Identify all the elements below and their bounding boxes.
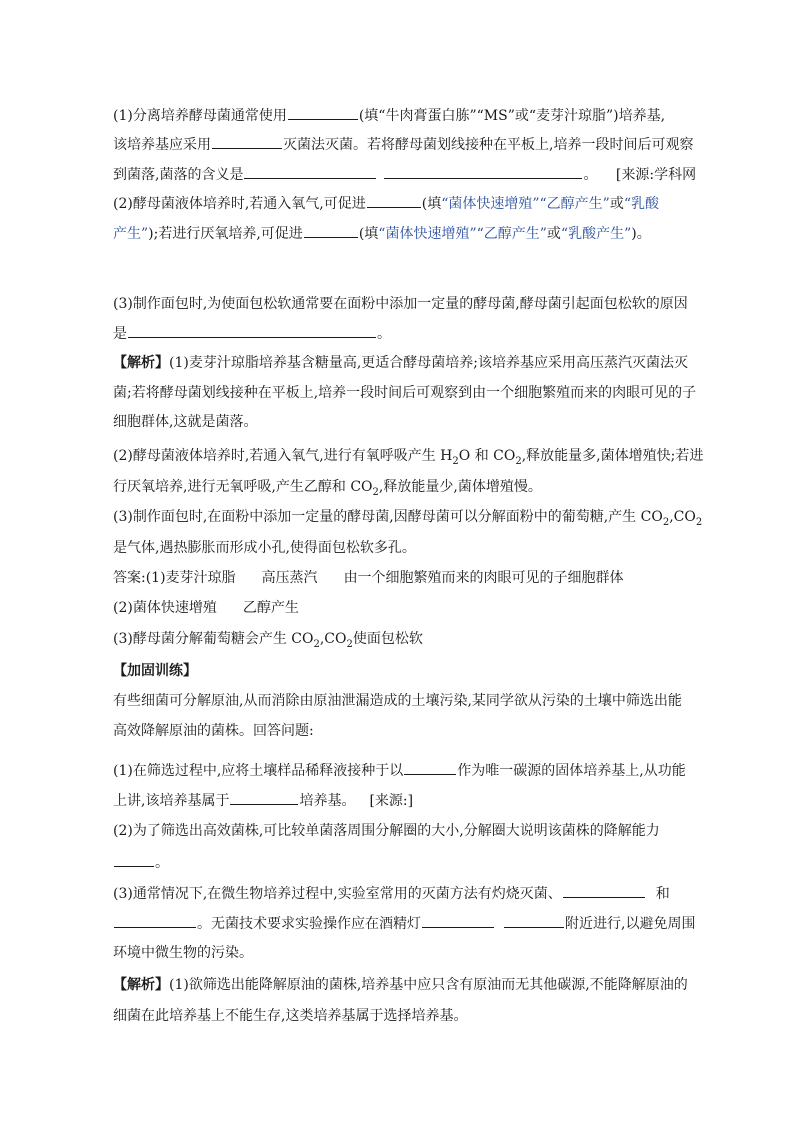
question-line: 高效降解原油的菌株。回答问题: — [113, 723, 314, 739]
section-header — [113, 660, 706, 682]
answer-blank — [504, 912, 564, 928]
question-line: 是 。 — [113, 322, 706, 345]
answer-blank — [304, 222, 358, 238]
question-line: (2)为了筛选出高效菌株,可比较单菌落周围分解圈的大小,分解圈大说明该菌株的降解能力 — [113, 823, 660, 839]
answer-blank — [244, 163, 376, 179]
question-line: 上讲,该培养基属于 培养基。 [来源:] — [113, 789, 706, 812]
answer-key-line: 答案:(1)麦芽汁琼脂 高压蒸汽 由一个细胞繁殖而来的肉眼可见的子细胞群体 — [113, 570, 624, 586]
question-line: (1)分离培养酵母菌通常使用 (填“牛肉膏蛋白胨”“MS”或“麦芽汁琼脂”)培养基, — [113, 104, 706, 127]
training-tag: 【加固训练】 — [113, 663, 197, 679]
analysis-tag: 【解析】 — [113, 355, 169, 371]
analysis-line: 菌;若将酵母菌划线接种在平板上,培养一段时间后可观察到由一个细胞繁殖而来的肉眼可见的子 — [113, 385, 697, 401]
question-line: 有些细菌可分解原油,从而消除由原油泄漏造成的土壤污染,某同学欲从污染的土壤中筛选出能 — [113, 693, 682, 709]
question-line: 。无菌技术要求实验操作应在酒精灯 附近进行,以避免周围 — [113, 912, 706, 935]
answer-blank — [404, 759, 456, 775]
analysis-line: 行厌氧培养,进行无氧呼吸,产生乙醇和 $CO_2$,释放能量少,菌体增殖慢。 — [113, 479, 542, 498]
source-note: [来源:学科网 — [615, 167, 697, 183]
analysis-line: (3)制作面包时,在面粉中添加一定量的酵母菌,因酵母菌可以分解面粉中的葡萄糖,产生 $CO_2,CO_2$ — [113, 509, 703, 528]
answer-blank — [563, 882, 645, 898]
answer-blank — [367, 192, 421, 208]
answer-blank — [128, 322, 376, 338]
answer-blank — [114, 851, 154, 867]
answer-blank — [114, 912, 196, 928]
question-line: 到菌落,菌落的含义是 。 [来源:学科网 — [113, 163, 706, 186]
analysis-line: (2)酵母菌液体培养时,若通入氧气,进行有氧呼吸产生 $H_2O$ 和 $CO_2$,释放能量多,菌体增殖快;若进 — [113, 448, 704, 467]
question-line: 环境中微生物的污染。 — [113, 945, 253, 961]
analysis-line: 是气体,遇热膨胀而形成小孔,使得面包松软多孔。 — [113, 540, 416, 556]
analysis-line: 细胞群体,这就是菌落。 — [113, 414, 258, 430]
answer-blank — [212, 133, 282, 149]
answer-key-line: (2)菌体快速增殖 乙醇产生 — [113, 600, 299, 616]
answer-blank — [288, 104, 358, 120]
analysis-line: 细菌在此培养基上不能生存,这类培养基属于选择培养基。 — [113, 1008, 468, 1024]
question-line: 该培养基应采用 灭菌法灭菌。若将酵母菌划线接种在平板上,培养一段时间后可观察 — [113, 133, 706, 156]
question-line: 产生”);若进行厌氧培养,可促进 (填“菌体快速增殖”“乙醇产生”或“乳酸产生”)。 — [113, 222, 706, 245]
answer-blank — [384, 163, 582, 179]
question-line: (3)制作面包时,为使面包松软通常要在面粉中添加一定量的酵母菌,酵母菌引起面包松软的原因 — [113, 296, 688, 312]
question-line: (3)通常情况下,在微生物培养过程中,实验室常用的灭菌方法有灼烧灭菌、 和 — [113, 882, 706, 905]
analysis-line: 【解析】(1)麦芽汁琼脂培养基含糖量高,更适合酵母菌培养;该培养基应采用高压蒸汽灭菌法灭 — [113, 355, 688, 371]
answer-blank — [422, 912, 494, 928]
answer-blank — [230, 789, 298, 805]
analysis-tag: 【解析】 — [113, 977, 169, 993]
answer-key-line: (3)酵母菌分解葡萄糖会产生 $CO_2,CO_2$使面包松软 — [113, 631, 423, 650]
question-line: 。 — [113, 851, 706, 874]
source-note: [来源:] — [369, 793, 414, 809]
analysis-line: 【解析】(1)欲筛选出能降解原油的菌株,培养基中应只含有原油而无其他碳源,不能降解原油的 — [113, 977, 688, 993]
question-line: (1)在筛选过程中,应将土壤样品稀释液接种于以 作为唯一碳源的固体培养基上,从功能 — [113, 759, 706, 782]
question-line: (2)酵母菌液体培养时,若通入氧气,可促进 (填“菌体快速增殖”“乙醇产生”或“乳酸 — [113, 192, 706, 215]
